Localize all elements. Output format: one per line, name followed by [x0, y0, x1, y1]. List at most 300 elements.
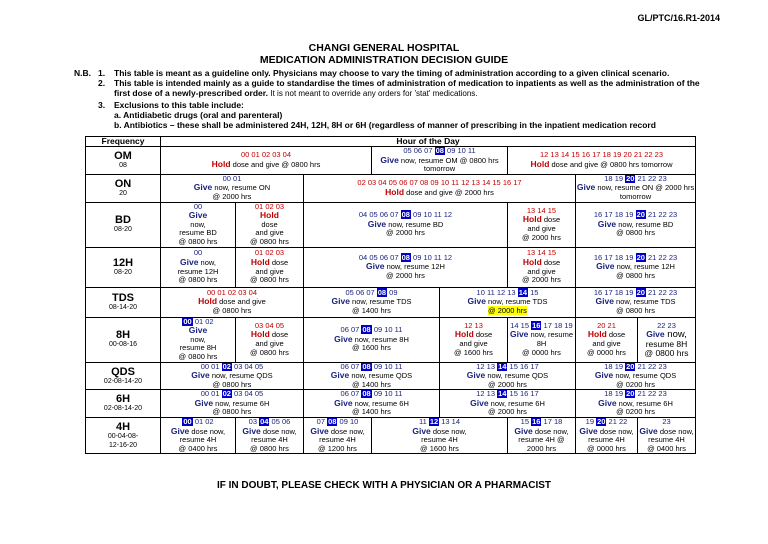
hour-list: 00 01 — [222, 174, 242, 183]
hour-list: 16 17 18 19 — [593, 210, 636, 220]
action-word: Hold — [211, 158, 231, 169]
frequency-name: OM — [114, 150, 132, 163]
hours-line — [304, 289, 439, 298]
give-cell — [304, 362, 440, 390]
frequency-row — [86, 174, 696, 202]
note-3-number: 3. — [98, 99, 106, 110]
action-line-l2: @ 2000 hrs — [488, 407, 527, 417]
action-line — [576, 183, 695, 201]
decision-table — [85, 136, 696, 454]
action-word: Give — [597, 218, 617, 229]
action-detail: now, resume 12H — [384, 262, 445, 272]
action-word: Give — [194, 397, 214, 408]
scheduled-hour: 08 — [362, 325, 371, 335]
frequency-name: ON — [114, 177, 132, 190]
action-detail: now, resume 6H — [213, 398, 270, 408]
action-line-l3: @ 2000 hrs — [522, 232, 561, 242]
scheduled-hour: 20 — [626, 174, 635, 183]
action-word: Give — [193, 182, 213, 193]
action-line-l2: and give — [527, 224, 556, 234]
action-line-l2: dose — [261, 219, 278, 229]
action-line-l3: @ 0400 hrs — [178, 443, 218, 453]
action-word: Give — [466, 370, 486, 381]
frequency-times: 02-08-14-20 — [103, 405, 143, 413]
hours-line — [576, 211, 695, 220]
scheduled-hour: 00 — [183, 417, 192, 427]
action-detail: now, resume TDS — [613, 297, 676, 307]
give-cell — [440, 362, 576, 390]
note-2-number: 2. — [98, 78, 106, 89]
give-cell — [161, 174, 304, 202]
scheduled-hour: 08 — [362, 362, 371, 371]
frequency-cell — [86, 287, 161, 317]
frequency-cell — [86, 174, 161, 202]
hours-line — [440, 363, 575, 372]
action-detail: now, resume QDS — [209, 371, 273, 381]
give-cell — [161, 362, 304, 390]
frequency-row — [86, 247, 696, 287]
action-line-l3: @ 0800 hrs — [178, 275, 218, 285]
scheduled-hour: 20 — [626, 362, 635, 371]
frequency-cell — [86, 147, 161, 175]
action-line-l3: and give — [255, 228, 284, 238]
action-line-l2: and give — [592, 339, 621, 349]
hour-list: 03 04 05 — [254, 320, 285, 330]
hour-list: 09 10 11 — [444, 146, 476, 155]
action-word: Give — [334, 397, 353, 408]
scheduled-hour: 08 — [435, 146, 444, 155]
hour-list: 00 01 02 03 04 — [206, 287, 258, 297]
action-detail: now, resume QDS — [485, 371, 549, 381]
hold-cell — [440, 317, 508, 362]
give-cell — [576, 418, 638, 454]
frequency-name: BD — [115, 214, 131, 227]
action-line-l2: @ 0800 hrs — [616, 305, 655, 315]
scheduled-hour: 08 — [377, 287, 387, 297]
hour-list: 12 13 — [464, 320, 483, 330]
hour-list: 21 22 23 — [645, 210, 678, 220]
action-detail: dose now, — [657, 426, 694, 436]
action-word: Give — [509, 329, 529, 340]
notes-section — [74, 68, 714, 130]
action-detail: dose — [541, 215, 561, 225]
action-line-l2: @ 0200 hrs — [616, 407, 655, 417]
action-detail: now, — [664, 329, 687, 341]
frequency-name: TDS — [112, 291, 134, 304]
hour-list: 18 19 — [604, 362, 626, 371]
action-detail: now, resume OM @ 0800 hrs tomorrow — [398, 155, 499, 174]
frequency-cell — [86, 202, 161, 247]
scheduled-hour: 16 — [532, 320, 541, 330]
action-line-l2: @ 2000 hrs — [488, 379, 527, 389]
note-2-stat: It is not meant to override any orders for 'stat' medications. — [270, 89, 478, 99]
frequency-times-cont: 12-16-20 — [108, 441, 138, 449]
scheduled-hour: 08 — [362, 389, 371, 399]
give-cell — [576, 174, 696, 202]
hour-list: 03 04 05 — [231, 362, 264, 371]
action-detail: dose and give @ 2000 hrs — [404, 187, 494, 197]
frequency-times: 00-04-08- — [107, 433, 139, 441]
hour-list: 14 15 — [510, 320, 532, 330]
frequency-row — [86, 147, 696, 175]
action-line — [508, 160, 695, 170]
hour-list: 00 01 — [200, 389, 222, 399]
frequency-times: 00-08-16 — [108, 341, 138, 349]
frequency-name: 6H — [115, 393, 131, 406]
action-line-l2: @ 0800 hrs — [616, 270, 655, 280]
hour-list: 21 22 23 — [645, 252, 678, 262]
hour-list: 16 17 18 19 — [593, 252, 636, 262]
action-line-l3: @ 0800 hrs — [644, 347, 689, 358]
hour-list: 17 18 — [541, 417, 563, 427]
action-word: Hold — [260, 210, 279, 221]
frequency-name: QDS — [111, 365, 135, 378]
nb-label: N.B. — [74, 68, 91, 78]
hour-list: 09 10 11 12 — [410, 210, 453, 220]
hour-list: 04 05 06 07 — [358, 252, 401, 262]
scheduled-hour: 04 — [260, 417, 269, 427]
action-line-l3: @ 0000 hrs — [587, 443, 626, 453]
note-3: Exclusions to this table include: — [114, 99, 244, 110]
hour-list: 09 10 11 — [371, 362, 403, 371]
scheduled-hour: 14 — [498, 389, 507, 399]
action-word: Give — [470, 397, 489, 408]
frequency-row — [86, 390, 696, 418]
action-line-l4: @ 0800 hrs — [178, 351, 218, 361]
action-word: Give — [596, 261, 615, 272]
give-cell — [161, 418, 236, 454]
hours-line — [440, 289, 575, 298]
action-line-l3: @ 0400 hrs — [647, 443, 686, 453]
hour-list: 16 17 18 19 — [593, 287, 636, 297]
action-word: Give — [639, 425, 658, 436]
frequency-name: 8H — [115, 329, 131, 342]
hour-list: 10 11 12 13 — [476, 287, 518, 297]
action-line-l2: @ 1400 hrs — [352, 379, 391, 389]
give-cell — [304, 247, 508, 287]
action-line-l3: @ 0800 hrs — [250, 347, 289, 357]
action-detail: now, resume ON @ 2000 hrs tomorrow — [595, 183, 695, 201]
action-word: Give — [367, 218, 387, 229]
give-cell — [576, 390, 696, 418]
action-line-l2: resume 4H — [648, 435, 685, 445]
action-line-l4: @ 0800 hrs — [178, 236, 218, 246]
frequency-cell — [86, 247, 161, 287]
hold-cell — [236, 202, 304, 247]
action-word: Hold — [522, 256, 542, 267]
hour-list: 05 06 — [269, 417, 291, 427]
hours-line — [576, 254, 695, 263]
give-cell — [236, 418, 304, 454]
action-detail: dose now, — [260, 426, 297, 436]
document-code: GL/PTC/16.R1-2014 — [637, 13, 720, 23]
action-line-l2: and give — [527, 266, 556, 276]
action-line-l3: @ 1600 hrs — [420, 443, 459, 453]
give-cell — [304, 202, 508, 247]
hour-list: 12 13 — [476, 389, 498, 399]
hour-list: 18 19 — [604, 389, 626, 399]
frequency-row — [86, 287, 696, 317]
action-line-l3: @ 0800 hrs — [250, 275, 289, 285]
action-detail: now, resume TDS — [485, 297, 548, 307]
hours-line — [304, 179, 575, 188]
scheduled-hour: 16 — [532, 417, 541, 427]
action-line-l3: resume BD — [179, 228, 217, 238]
hour-list: 00 — [193, 202, 203, 211]
give-cell — [508, 317, 576, 362]
action-line-l2: @ 2000 hrs — [386, 228, 425, 238]
scheduled-hour: 14 — [498, 362, 507, 371]
action-line-l2: @ 0800 hrs — [616, 228, 655, 238]
action-word: Give — [467, 296, 486, 307]
action-detail: now, resume 6H — [488, 398, 545, 408]
hour-list: 09 10 11 — [371, 325, 403, 335]
action-word: Hold — [454, 329, 474, 340]
frequency-name: 12H — [112, 256, 134, 269]
action-detail: now, resume QDS — [349, 371, 413, 381]
action-word: Hold — [385, 186, 405, 197]
action-detail: dose — [541, 257, 561, 267]
hour-list: 09 10 11 12 — [410, 252, 453, 262]
action-word: Give — [598, 397, 617, 408]
action-line-l2 — [440, 307, 575, 316]
frequency-times: 08-20 — [114, 268, 132, 276]
action-line — [161, 160, 371, 170]
scheduled-hour: 20 — [597, 417, 606, 427]
hours-line — [304, 363, 439, 372]
action-detail: dose now, — [597, 426, 634, 436]
action-line-l3: @ 1200 hrs — [318, 443, 357, 453]
action-detail: now, resume TDS — [349, 297, 412, 307]
hour-list: 01 02 03 — [254, 248, 285, 258]
action-line-l2: resume 12H — [177, 266, 219, 276]
give-cell — [372, 147, 508, 175]
hours-line — [304, 326, 439, 335]
action-line — [372, 156, 507, 174]
action-word: Give — [334, 333, 353, 344]
frequency-row — [86, 202, 696, 247]
action-word: Give — [380, 154, 399, 165]
frequency-name: 4H — [115, 421, 131, 434]
hold-cell — [508, 147, 696, 175]
give-cell — [304, 317, 440, 362]
action-detail: now, resume 12H — [614, 262, 675, 272]
hour-list: 00 — [193, 248, 203, 258]
frequency-row — [86, 317, 696, 362]
scheduled-hour: 02 — [222, 389, 231, 399]
action-line-l2: now, — [190, 219, 206, 229]
scheduled-hour: 20 — [636, 210, 645, 220]
give-cell — [638, 317, 696, 362]
action-word: Give — [188, 210, 208, 221]
hour-list: 09 10 11 — [371, 389, 403, 399]
hour-list: 04 05 06 07 — [358, 210, 401, 220]
action-detail: now, resume 6H — [352, 398, 409, 408]
hospital-name: CHANGI GENERAL HOSPITAL — [308, 42, 460, 54]
action-line-l3: @ 1600 hrs — [454, 347, 493, 357]
give-cell — [576, 202, 696, 247]
action-word: Hold — [250, 329, 270, 340]
action-detail: now, resume BD — [386, 219, 444, 229]
action-word: Give — [594, 370, 614, 381]
scheduled-hour: 02 — [222, 362, 231, 371]
hour-list: 13 14 15 — [526, 248, 557, 258]
scheduled-hour: 20 — [636, 287, 645, 297]
give-cell — [576, 247, 696, 287]
hour-list: 21 22 23 — [635, 389, 667, 399]
hour-list: 18 19 — [604, 174, 626, 183]
hour-list: 22 23 — [657, 320, 676, 330]
hour-list: 21 22 23 — [635, 174, 667, 183]
action-line-l2: resume 4H — [179, 435, 217, 445]
frequency-row — [86, 418, 696, 454]
action-detail: now, — [198, 257, 216, 267]
action-detail: now, resume 8H — [528, 330, 574, 349]
give-cell — [161, 247, 236, 287]
hold-cell — [508, 202, 576, 247]
note-3a: a. Antidiabetic drugs (oral and parenteral) — [114, 109, 283, 120]
hour-list: 06 07 — [340, 362, 362, 371]
hours-line — [161, 151, 371, 160]
action-line-l2: resume 4H — [421, 435, 458, 445]
hour-list: 09 — [387, 287, 398, 297]
hour-list: 01 02 — [192, 417, 214, 427]
action-word: Give — [330, 370, 350, 381]
action-line-l2: and give — [255, 339, 284, 349]
action-word: Give — [170, 425, 190, 436]
action-line-l2: @ 2000 hrs — [212, 191, 252, 201]
action-line-l2: @ 0800 hrs — [212, 305, 252, 315]
action-word: Hold — [587, 329, 607, 340]
hour-list: 05 06 07 — [345, 287, 377, 297]
frequency-header: Frequency — [86, 137, 161, 147]
action-detail: now, resume 8H — [352, 334, 409, 344]
action-detail: now, resume 6H — [616, 398, 673, 408]
hour-list: 00 01 02 03 04 — [240, 150, 292, 160]
give-cell — [372, 418, 508, 454]
action-line-l2: @ 2000 hrs — [386, 270, 425, 280]
scheduled-hour: 08 — [401, 252, 410, 262]
action-detail: dose now, — [189, 426, 226, 436]
note-2: This table is intended mainly as a guide to standardise the times of administration of medication to inpatients as well as the administration of the first dose of a newly-prescribed order. — [114, 78, 700, 99]
action-word: Hold — [198, 296, 218, 307]
hour-list: 13 14 15 — [526, 205, 557, 215]
hold-cell — [576, 317, 638, 362]
hold-cell — [508, 247, 576, 287]
give-cell — [576, 287, 696, 317]
hours-line — [304, 211, 507, 220]
action-line-l3: 2000 hrs — [526, 443, 557, 453]
hour-list: 19 — [585, 417, 597, 427]
action-word: Hold — [250, 256, 270, 267]
hour-list: 02 03 04 05 06 07 08 09 10 11 12 13 14 15 16 17 — [357, 178, 522, 188]
action-word: Give — [180, 256, 199, 267]
action-line — [508, 330, 575, 348]
hours-line — [161, 390, 303, 399]
hour-list: 09 10 — [337, 417, 359, 427]
action-line-l2: @ 0000 hrs — [522, 347, 561, 357]
frequency-times: 08 — [119, 162, 127, 170]
action-line-l2: and give — [459, 339, 488, 349]
hours-line — [440, 390, 575, 399]
frequency-cell — [86, 317, 161, 362]
action-line-l3: @ 0000 hrs — [587, 347, 626, 357]
give-cell — [638, 418, 696, 454]
action-detail: now, resume QDS — [613, 371, 677, 381]
hour-list: 03 — [248, 417, 260, 427]
hours-line — [161, 363, 303, 372]
action-line-l3: resume 8H — [179, 343, 217, 353]
hours-line — [576, 390, 695, 399]
action-detail: dose now, — [532, 426, 569, 436]
action-line-l2: now, — [190, 334, 206, 344]
action-detail: dose and give @ 0800 hrs tomorrow — [549, 159, 673, 169]
hour-list: 20 21 — [597, 320, 616, 330]
frequency-cell — [86, 390, 161, 418]
action-line — [304, 188, 575, 198]
hours-line — [372, 418, 507, 427]
scheduled-hour: 12 — [429, 417, 439, 427]
hour-list: 17 18 19 — [541, 320, 573, 330]
hour-list: 01 02 — [192, 317, 214, 326]
action-word: Give — [595, 296, 614, 307]
highlighted-time: @ 2000 hrs — [488, 305, 527, 315]
action-line-l2: @ 1400 hrs — [352, 407, 391, 417]
hour-list: 03 04 05 — [231, 389, 264, 399]
hold-cell — [304, 174, 576, 202]
action-line-l4: @ 0800 hrs — [250, 236, 289, 246]
action-word: Give — [331, 296, 350, 307]
action-detail: dose now, — [430, 426, 467, 436]
give-cell — [161, 390, 304, 418]
action-line-l2: @ 0800 hrs — [212, 379, 252, 389]
hour-list: 12 13 14 15 16 17 18 19 20 21 22 23 — [540, 150, 664, 160]
action-word: Give — [646, 329, 665, 340]
give-cell — [161, 202, 236, 247]
action-detail: dose — [269, 257, 289, 267]
give-cell — [304, 287, 440, 317]
hour-list: 00 01 — [200, 362, 222, 371]
scheduled-hour: 20 — [636, 252, 645, 262]
frequency-times: 02-08-14-20 — [103, 377, 143, 385]
hour-list: 23 — [662, 417, 671, 427]
hour-list: 15 — [520, 417, 532, 427]
action-word: Give — [310, 425, 329, 436]
action-line-l2: and give — [255, 266, 284, 276]
frequency-cell — [86, 418, 161, 454]
action-detail: dose and give — [217, 297, 266, 307]
scheduled-hour: 08 — [401, 210, 410, 220]
hours-line — [304, 390, 439, 399]
action-detail: dose — [473, 330, 493, 340]
action-line-l3: @ 0800 hrs — [250, 443, 289, 453]
action-line-l2: resume 4H — [588, 435, 625, 445]
note-3b: b. Antibiotics – these shall be administered 24H, 12H, 8H or 6H (regardless of manner of prescribing in the inpatient medication record — [114, 120, 656, 131]
hold-cell — [236, 247, 304, 287]
action-word: Give — [579, 425, 598, 436]
action-word: Give — [412, 425, 431, 436]
action-line-l2: @ 1400 hrs — [352, 305, 391, 315]
hour-list: 15 16 17 — [507, 362, 539, 371]
action-detail: dose — [606, 330, 626, 340]
action-word: Give — [514, 425, 533, 436]
give-cell — [161, 317, 236, 362]
action-line-l2: resume 4H — [319, 435, 356, 445]
hour-list: 01 02 03 — [254, 202, 285, 211]
scheduled-hour: 00 — [183, 317, 192, 326]
action-word: Give — [188, 325, 208, 336]
action-line-l2: resume 4H @ — [518, 435, 565, 445]
